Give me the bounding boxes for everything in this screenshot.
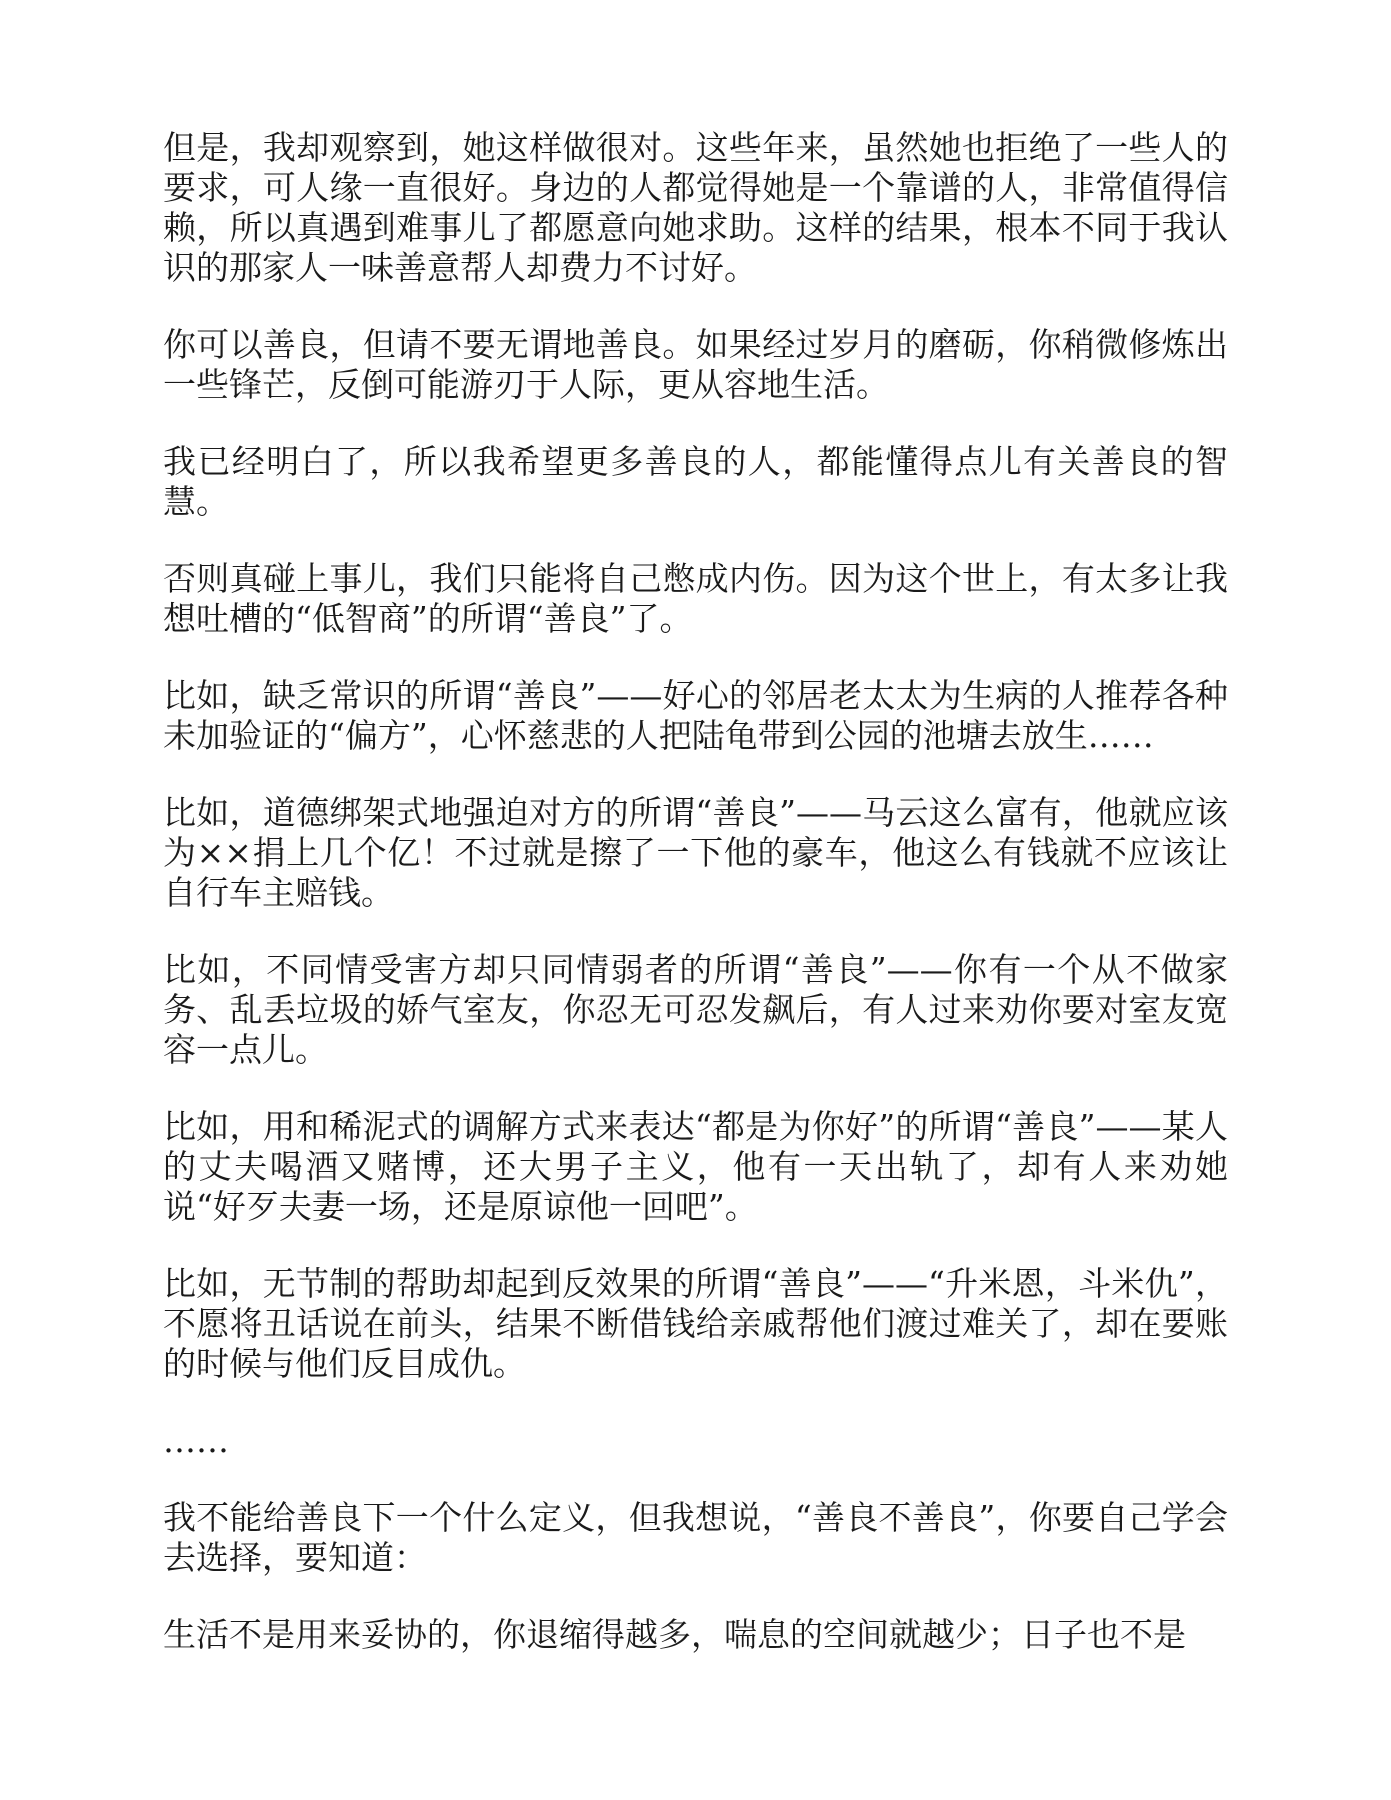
paragraph: 你可以善良，但请不要无谓地善良。如果经过岁月的磨砺，你稍微修炼出一些锋芒，反倒可能游刃于人际，更从容地生活。 bbox=[163, 325, 1228, 404]
paragraph: 比如，道德绑架式地强迫对方的所谓“善良”——马云这么富有，他就应该为××捐上几个亿！不过就是擦了一下他的豪车，他这么有钱就不应该让自行车主赔钱。 bbox=[163, 793, 1228, 912]
paragraph: 我不能给善良下一个什么定义，但我想说，“善良不善良”，你要自己学会去选择，要知道： bbox=[163, 1498, 1228, 1577]
paragraph: 比如，用和稀泥式的调解方式来表达“都是为你好”的所谓“善良”——某人的丈夫喝酒又赌博，还大男子主义，他有一天出轨了，却有人来劝她说“好歹夫妻一场，还是原谅他一回吧”。 bbox=[163, 1107, 1228, 1226]
paragraph: 我已经明白了，所以我希望更多善良的人，都能懂得点儿有关善良的智慧。 bbox=[163, 442, 1228, 521]
ellipsis-paragraph: …… bbox=[163, 1421, 229, 1460]
paragraph: 但是，我却观察到，她这样做很对。这些年来，虽然她也拒绝了一些人的要求，可人缘一直很好。身边的人都觉得她是一个靠谱的人，非常值得信赖，所以真遇到难事儿了都愿意向她求助。这样的结果，根本不同于我认识的那家人一味善意帮人却费力不讨好。 bbox=[163, 128, 1228, 287]
paragraph: 比如，无节制的帮助却起到反效果的所谓“善良”——“升米恩，斗米仇”，不愿将丑话说在前头，结果不断借钱给亲戚帮他们渡过难关了，却在要账的时候与他们反目成仇。 bbox=[163, 1264, 1228, 1383]
document-body bbox=[163, 128, 1228, 1692]
paragraph: 比如，缺乏常识的所谓“善良”——好心的邻居老太太为生病的人推荐各种未加验证的“偏方”，心怀慈悲的人把陆龟带到公园的池塘去放生…… bbox=[163, 676, 1228, 755]
paragraph: 比如，不同情受害方却只同情弱者的所谓“善良”——你有一个从不做家务、乱丢垃圾的娇气室友，你忍无可忍发飙后，有人过来劝你要对室友宽容一点儿。 bbox=[163, 950, 1228, 1069]
paragraph: 否则真碰上事儿，我们只能将自己憋成内伤。因为这个世上，有太多让我想吐槽的“低智商”的所谓“善良”了。 bbox=[163, 559, 1228, 638]
paragraph: 生活不是用来妥协的，你退缩得越多，喘息的空间就越少；日子也不是 bbox=[163, 1615, 1186, 1654]
